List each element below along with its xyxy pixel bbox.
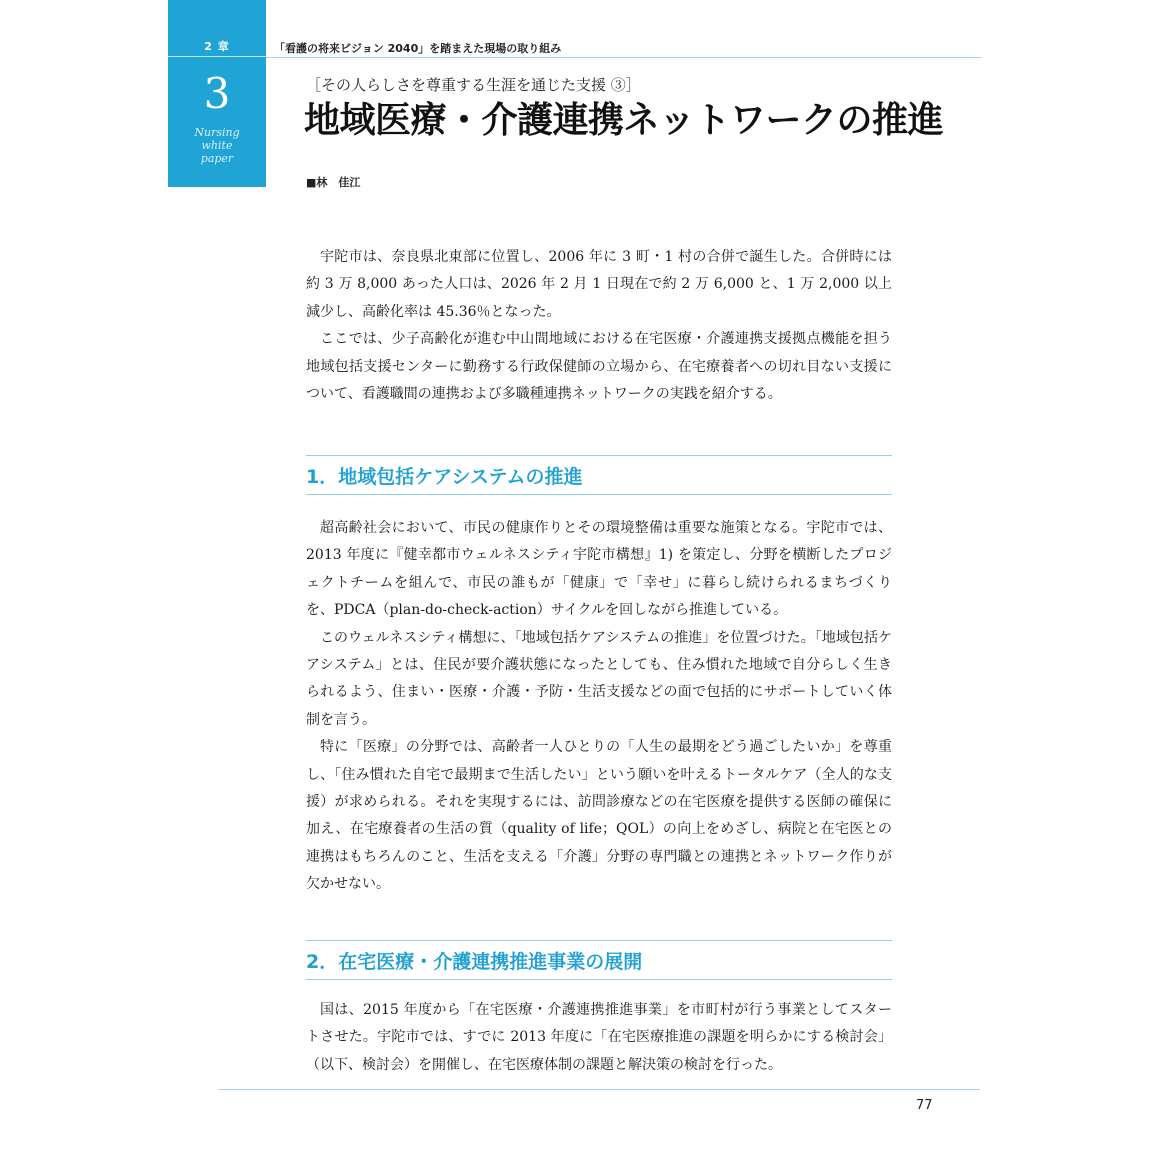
paragraph: このウェルネスシティ構想に、「地域包括ケアシステムの推進」を位置づけた。「地域包括ケアシステム」とは、住民が要介護状態になったとしても、住み慣れた地域で自分らしく生きられるよう、住まい・医療・介護・予防・生活支援などの面で包括的にサポートしていく体制を言う。 — [306, 629, 892, 728]
section-1-text — [306, 515, 892, 899]
paragraph: ここでは、少子高齢化が進む中山間地域における在宅医療・介護連携支援拠点機能を担う地域包括支援センターに勤務する行政保健師の立場から、在宅療養者への切れ目ない支援について、看護職間の連携および多職種連携ネットワークの実践を紹介する。 — [306, 331, 892, 403]
footer-divider — [218, 1089, 980, 1090]
chapter-tab-subtitle-line: Nursing — [194, 126, 240, 139]
chapter-number: 3 — [203, 69, 231, 118]
page-number: 77 — [916, 1098, 933, 1113]
paragraph: 国は、2015 年度から「在宅医療・介護連携推進事業」を市町村が行う事業としてスタートさせた。宇陀市では、すでに 2013 年度に「在宅医療推進の課題を明らかにする検討会」（以下、検討会）を開催し、在宅医療体制の課題と解決策の検討を行った。 — [306, 1002, 892, 1073]
article-subtitle: ［その人らしさを尊重する生涯を通じた支援 ③］ — [306, 76, 641, 94]
chapter-label: 2 章 — [204, 40, 230, 53]
section-rule — [306, 940, 892, 941]
section-title: 1．地域包括ケアシステムの推進 — [306, 466, 583, 488]
chapter-tab-subtitle-line: white — [201, 139, 233, 152]
section-rule — [306, 494, 892, 495]
header-divider — [266, 57, 982, 58]
paragraph: 特に「医療」の分野では、高齢者一人ひとりの「人生の最期をどう過ごしたいか」を尊重し、「住み慣れた自宅で最期まで生活したい」という願いを叶えるトータルケア（全人的な支援）が求められる。それを実現するには、訪問診療などの在宅医療を提供する医師の確保に加え、在宅療養者の生活の質（quality of life；QOL）の向上をめざし、病院と在宅医との連携はもちろんのこと、生活を支える「介護」分野の専門職との連携とネットワーク作りが欠かせない。 — [306, 739, 892, 893]
section-2-text — [306, 997, 892, 1079]
running-header: 「看護の将来ビジョン 2040」を踏まえた現場の取り組み — [274, 42, 562, 55]
author-name: ■林 佳江 — [306, 176, 361, 189]
article-title: 地域医療・介護連携ネットワークの推進 — [304, 99, 944, 141]
intro-text — [306, 244, 892, 408]
section-heading-2 — [306, 940, 892, 980]
section-heading-1 — [306, 455, 892, 495]
paragraph: 超高齢社会において、市民の健康作りとその環境整備は重要な施策となる。宇陀市では、2013 年度に『健幸都市ウェルネスシティ宇陀市構想』1) を策定し、分野を横断したプロジェクトチームを組んで、市民の誰もが「健康」で「幸せ」に暮らし続けられるまちづくりを、PDCA（plan-do-check-action）サイクルを回しながら推進している。 — [306, 520, 892, 619]
section-rule — [306, 455, 892, 456]
chapter-tab-divider — [168, 56, 266, 57]
section-title: 2．在宅医療・介護連携推進事業の展開 — [306, 951, 643, 973]
chapter-tab — [168, 0, 266, 187]
chapter-tab-subtitle-line: paper — [200, 152, 234, 165]
chapter-tab-subtitle — [168, 126, 266, 165]
paragraph: 宇陀市は、奈良県北東部に位置し、2006 年に 3 町・1 村の合併で誕生した。合併時には約 3 万 8,000 あった人口は、2026 年 2 月 1 日現在で約 2 万 6,000 と、1 万 2,000 以上減少し、高齢化率は 45.36％となった。 — [306, 249, 892, 320]
section-rule — [306, 979, 892, 980]
